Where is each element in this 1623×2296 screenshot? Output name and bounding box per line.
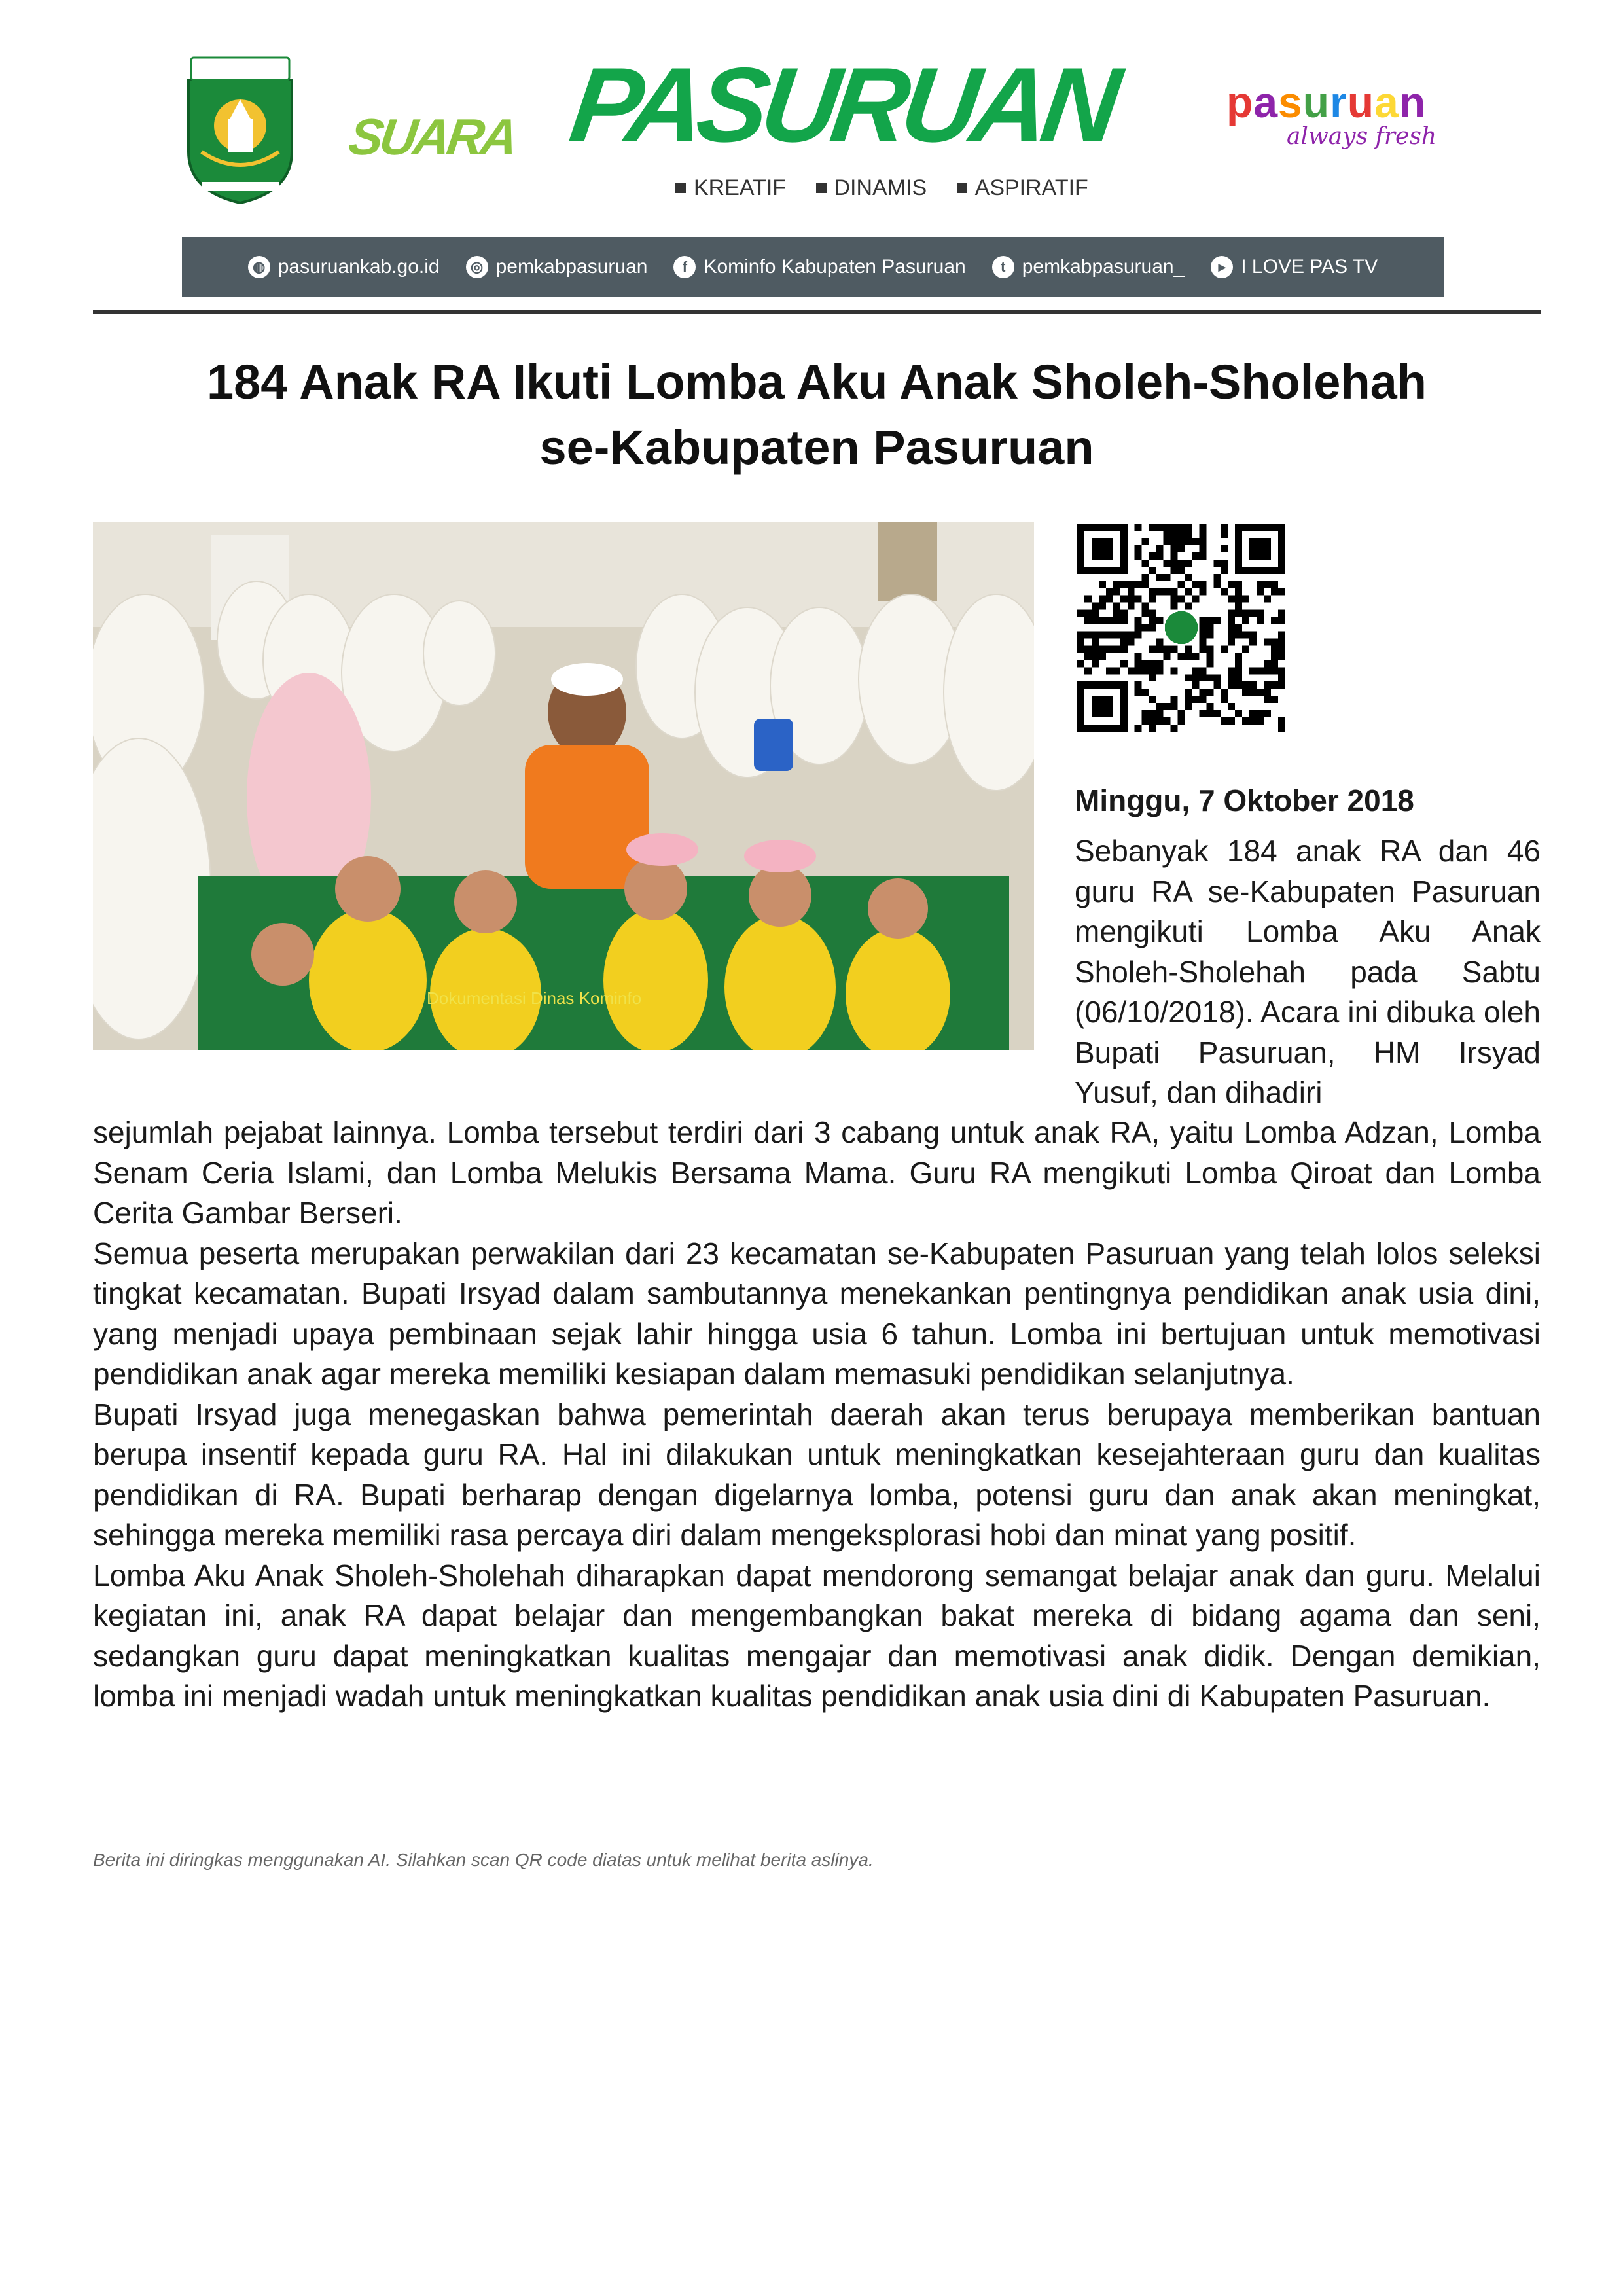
brand-tag: always fresh (1287, 123, 1437, 150)
photo-caption: Dokumentasi Dinas Kominfo (427, 988, 642, 1008)
youtube-icon: ▸ (1211, 256, 1233, 278)
pasuruan-always-fresh-logo (1226, 77, 1449, 175)
article-date: Minggu, 7 Oktober 2018 (1075, 783, 1414, 817)
social-facebook[interactable] (673, 256, 965, 278)
article-title (93, 350, 1541, 480)
tagline-item: ASPIRATIF (974, 175, 1088, 200)
facebook-icon: f (673, 256, 696, 278)
brand-word: pasuruan (1226, 78, 1427, 126)
tagline-item: KREATIF (694, 175, 787, 200)
header-divider (93, 310, 1541, 314)
masthead-name: PASURUAN (563, 46, 1121, 164)
masthead-suara: SUARA (345, 108, 519, 166)
body-paragraph: Bupati Irsyad juga menegaskan bahwa pemerintah daerah akan terus berupaya memberikan bantuan berupa insentif kepada guru RA. Hal ini dilakukan untuk meningkatkan kesejahteraan guru dan kualitas pendidikan di RA. Bupati berharap dengan digelarnya lomba, potensi guru dan anak akan meningkat, sehingga mereka memiliki rasa percaya diri dalam mengeksplorasi hobi dan minat yang positif. (93, 1397, 1541, 1552)
regency-crest-logo (182, 54, 298, 204)
social-label: pemkabpasuruan (495, 256, 648, 278)
article-body (93, 1113, 1541, 1717)
social-youtube[interactable] (1211, 256, 1378, 278)
globe-icon: ◍ (248, 256, 270, 278)
masthead-logo (345, 46, 1168, 166)
social-instagram[interactable] (466, 256, 648, 278)
title-line: se-Kabupaten Pasuruan (539, 420, 1094, 475)
instagram-icon: ◎ (466, 256, 488, 278)
tagline (675, 175, 1112, 201)
body-paragraph: sejumlah pejabat lainnya. Lomba tersebut terdiri dari 3 cabang untuk anak RA, yaitu Lomba Adzan, Lomba Senam Ceria Islami, dan Lomba Melukis Bersama Mama. Guru RA mengikuti Lomba Qiroat dan Lomba Cerita Gambar Berseri. (93, 1115, 1541, 1230)
article-photo (93, 522, 1034, 1050)
body-paragraph: Semua peserta merupakan perwakilan dari 23 kecamatan se-Kabupaten Pasuruan yang telah lolos seleksi tingkat kecamatan. Bupati Irsyad dalam sambutannya menekankan pentingnya pendidikan anak usia dini, yang menjadi upaya pembinaan sejak lahir hingga usia 6 tahun. Lomba ini bertujuan untuk memotivasi pendidikan anak agar mereka memiliki kesiapan dalam memasuki pendidikan selanjutnya. (93, 1236, 1541, 1391)
body-paragraph: Lomba Aku Anak Sholeh-Sholehah diharapkan dapat mendorong semangat belajar anak dan guru. Melalui kegiatan ini, anak RA dapat belajar dan mengembangkan bakat mereka di bidang agama dan seni, sedangkan guru dapat meningkatkan kualitas mengajar dan memotivasi anak didik. Dengan demikian, lomba ini menjadi wadah untuk meningkatkan kualitas pendidikan anak usia dini di Kabupaten Pasuruan. (93, 1558, 1541, 1713)
social-label: Kominfo Kabupaten Pasuruan (704, 256, 966, 278)
title-line: 184 Anak RA Ikuti Lomba Aku Anak Sholeh-Sholehah (206, 355, 1427, 409)
twitter-icon: t (992, 256, 1014, 278)
social-label: pasuruankab.go.id (277, 256, 440, 278)
tagline-item: DINAMIS (834, 175, 927, 200)
qr-code[interactable] (1077, 524, 1285, 732)
lead-paragraph: Sebanyak 184 anak RA dan 46 guru RA se-Kabupaten Pasuruan mengikuti Lomba Aku Anak Sholeh-Sholehah pada Sabtu (06/10/2018). Acara ini dibuka oleh Bupati Pasuruan, HM Irsyad Yusuf, dan dihadiri (1075, 834, 1541, 1109)
social-website[interactable] (248, 256, 440, 278)
social-media-bar (182, 237, 1444, 297)
ai-summary-note: Berita ini diringkas menggunakan AI. Silahkan scan QR code diatas untuk melihat berita aslinya. (93, 1850, 874, 1870)
social-twitter[interactable] (992, 256, 1185, 278)
social-label: pemkabpasuruan_ (1022, 256, 1185, 278)
social-label: I LOVE PAS TV (1241, 256, 1378, 278)
